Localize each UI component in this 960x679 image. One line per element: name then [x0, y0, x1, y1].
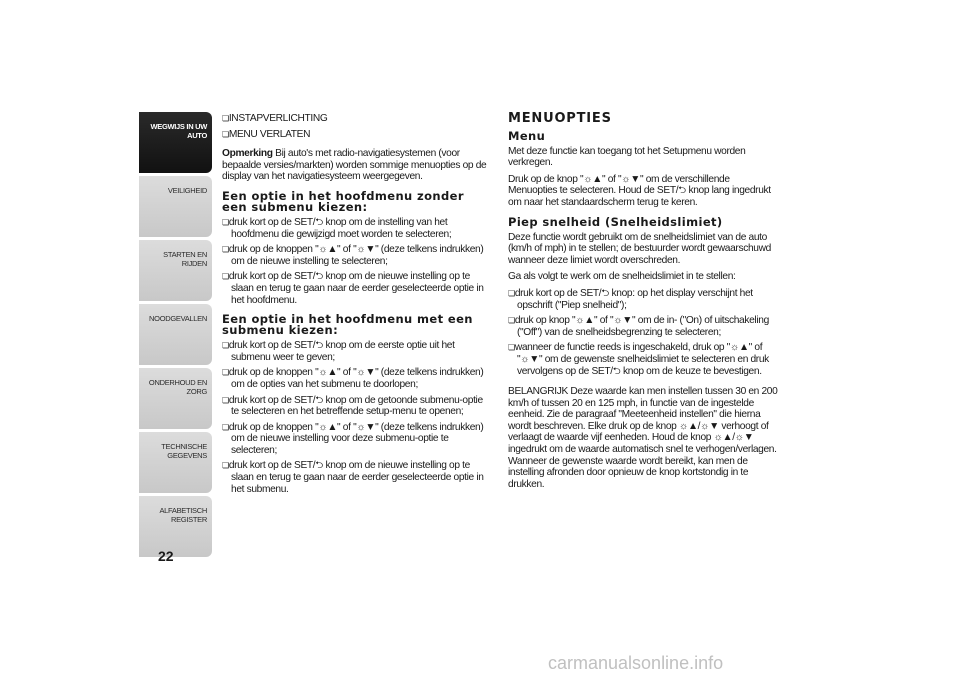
list-item: ❏ druk kort op de SET/⮌ knop om de eerste optie uit het submenu weer te geven;: [222, 340, 492, 363]
piep-heading: Piep snelheid (Snelheidslimiet): [508, 214, 723, 229]
heading-with-submenu: Een optie in het hoofdmenu met een submenu kiezen:: [222, 312, 473, 338]
list-item: ❏ druk kort op de SET/⮌ knop om de instelling van het hoofdmenu die gewijzigd moet worden te selecteren;: [222, 217, 492, 240]
tab-technische[interactable]: TECHNISCHE GEGEVENS: [139, 432, 212, 493]
paragraph: Druk op de knop "☼▲" of "☼▼" om de verschillende Menuopties te selecteren. Houd de SET/⮌ knop lang ingedrukt om naar het standaardscherm terug te keren.: [508, 173, 771, 208]
chapter-sidebar: [139, 112, 212, 560]
heading-without-submenu: Een optie in het hoofdmenu zonder een submenu kiezen:: [222, 188, 464, 214]
important-note: BELANGRIJK Deze waarde kan men instellen tussen 30 en 200 km/h of tussen 20 en 125 mph, in functie van de ingestelde eenheid. Zie de paragraaf "Meeteenheid instellen" die hierna wordt beschreven. Elke druk op de knop ☼▲/☼▼ verhoogt of verlaagt de waarde vijf eenheden. Houd de knop ☼▲/☼▼ ingedrukt om de waarde automatisch snel te verhogen/verlagen. Wanneer de gewenste waarde wordt bereikt, kan men de instelling afronden door opnieuw de knop kortstondig in te drukken.: [508, 386, 778, 490]
tab-register[interactable]: ALFABETISCH REGISTER: [139, 496, 212, 557]
tab-veiligheid[interactable]: VEILIGHEID: [139, 176, 212, 237]
paragraph: Ga als volgt te werk om de snelheidslimiet in te stellen:: [508, 271, 736, 283]
right-column: [508, 113, 780, 495]
section-title: MENUOPTIES: [508, 111, 612, 126]
tab-noodgevallen[interactable]: NOODGEVALLEN: [139, 304, 212, 365]
list-item: ❏ druk op de knoppen "☼▲" of "☼▼" (deze telkens indrukken) om de nieuwe instelling te selecteren;: [222, 244, 492, 267]
list-item: ❏ druk kort op de SET/⮌ knop om de nieuwe instelling op te slaan en terug te gaan naar de eerder geselecteerde optie in het hoofdmenu.: [222, 271, 492, 306]
list-item: ❏ druk kort op de SET/⮌ knop om de getoonde submenu-optie te selecteren en het betreffende setup-menu te openen;: [222, 395, 492, 418]
list-item: ❏ druk kort op de SET/⮌ knop: op het display verschijnt het opschrift ("Piep snelheid");: [508, 288, 780, 311]
note: [222, 148, 492, 183]
note-label: Opmerking: [222, 148, 273, 160]
paragraph: Met deze functie kan toegang tot het Setupmenu worden verkregen.: [508, 145, 746, 169]
list-item: ❏ druk kort op de SET/⮌ knop om de nieuwe instelling op te slaan en terug te gaan naar de eerder geselecteerde optie in het submenu.: [222, 460, 492, 495]
page-number: 22: [158, 548, 174, 564]
watermark: carmanualsonline.info: [548, 653, 724, 673]
list-item: ❏ druk op knop "☼▲" of "☼▼" om de in- ("On) of uitschakeling ("Off") van de snelheidsbegrenzing te selecteren;: [508, 315, 780, 338]
list-item: ❏ druk op de knoppen "☼▲" of "☼▼" (deze telkens indrukken) om de nieuwe instelling voor deze submenu-optie te selecteren;: [222, 422, 492, 457]
tab-wegwijs[interactable]: WEGWIJS IN UW AUTO: [139, 112, 212, 173]
list-item: ❏ INSTAPVERLICHTING: [222, 113, 492, 125]
list-item: ❏ druk op de knoppen "☼▲" of "☼▼" (deze telkens indrukken) om de opties van het submenu te doorlopen;: [222, 367, 492, 390]
menu-heading: Menu: [508, 128, 546, 143]
note-text: Bij auto's met radio-navigatiesystemen (voor bepaalde versies/markten) worden sommige menuopties op de display van het navigatiesysteem weergegeven.: [222, 148, 487, 183]
paragraph: Deze functie wordt gebruikt om de snelheidslimiet van de auto (km/h of mph) in te stellen; de bestuurder wordt gewaarschuwd wanneer deze limiet wordt overschreden.: [508, 231, 771, 266]
left-column: [222, 113, 492, 499]
tab-onderhoud[interactable]: ONDERHOUD EN ZORG: [139, 368, 212, 429]
list-item: ❏ wanneer de functie reeds is ingeschakeld, druk op "☼▲" of "☼▼" om de gewenste snelheidslimiet te selecteren en druk vervolgens op de SET/⮌ knop om de keuze te bevestigen.: [508, 342, 780, 377]
list-item: ❏ MENU VERLATEN: [222, 129, 492, 141]
tab-starten[interactable]: STARTEN EN RIJDEN: [139, 240, 212, 301]
